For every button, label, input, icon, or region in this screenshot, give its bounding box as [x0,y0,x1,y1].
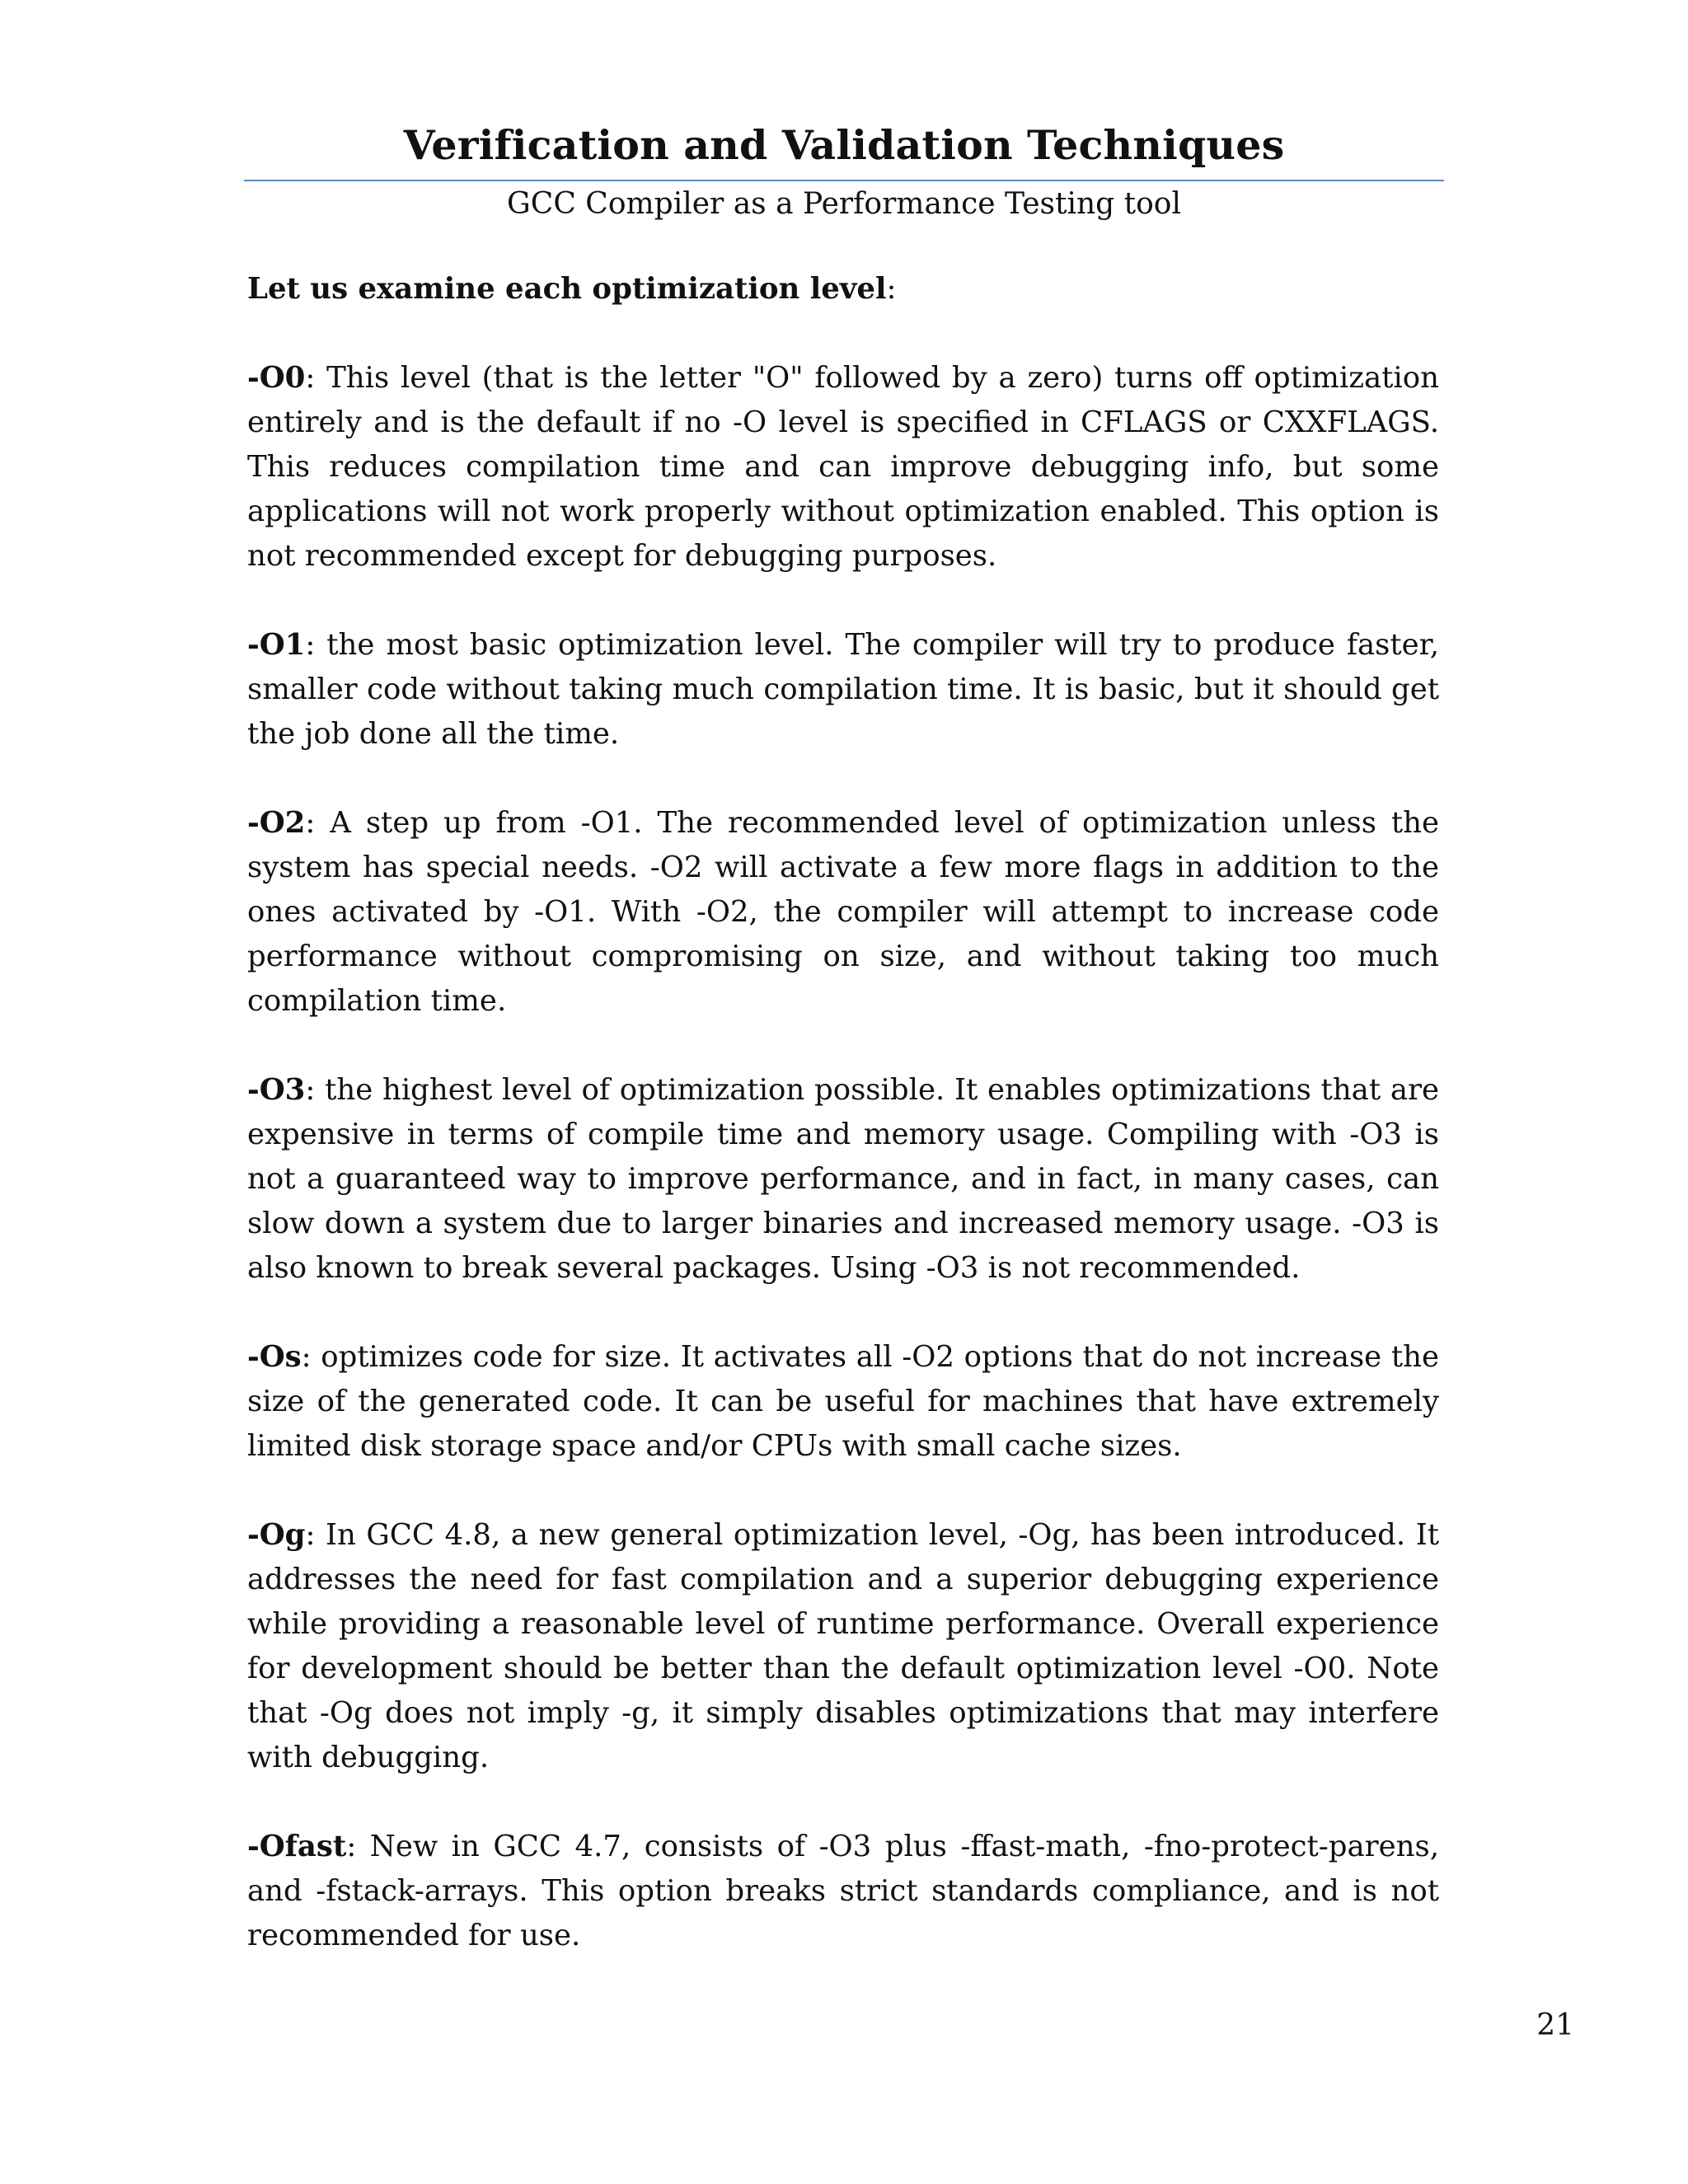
level-flag: -O2 [247,806,306,840]
page-number: 21 [1536,2008,1574,2042]
level-paragraph-o0 [247,356,1439,579]
level-description: : the most basic optimization level. The compiler will try to produce faster, smaller code without taking much compilation time. It is basic, but it should get the job done all the time. [247,628,1439,751]
intro-paragraph [247,267,1439,312]
level-flag: -O3 [247,1073,306,1107]
level-description: : A step up from -O1. The recommended level of optimization unless the system has special needs. -O2 will activate a few more flags in addition to the ones activated by -O1. With -O2, the compiler will attempt to increase code performance without compromising on size, and without taking too much compilation time. [247,806,1439,1018]
level-paragraph-ofast [247,1825,1439,1958]
level-flag: -O1 [247,628,306,662]
level-paragraph-o3 [247,1068,1439,1291]
level-flag: -Og [247,1518,306,1552]
level-paragraph-o1 [247,623,1439,757]
title-divider [244,180,1444,181]
level-description: : optimizes code for size. It activates all -O2 options that do not increase the size of the generated code. It can be useful for machines that have extremely limited disk storage space and/or CPUs with small cache sizes. [247,1340,1439,1463]
body-content [247,267,1439,2003]
level-flag: -Os [247,1340,302,1374]
level-flag: -O0 [247,361,306,395]
level-paragraph-o2 [247,801,1439,1024]
level-paragraph-og [247,1513,1439,1780]
page-subtitle: GCC Compiler as a Performance Testing tool [507,187,1181,221]
level-description: : New in GCC 4.7, consists of -O3 plus -ffast-math, -fno-protect-parens, and -fstack-arrays. This option breaks strict standards compliance, and is not recommended for use. [247,1830,1439,1952]
level-description: : In GCC 4.8, a new general optimization level, -Og, has been introduced. It addresses the need for fast compilation and a superior debugging experience while providing a reasonable level of runtime performance. Overall experience for development should be better than the default optimization level -O0. Note that -Og does not imply -g, it simply disables optimizations that may interfere with debugging. [247,1518,1439,1774]
page-title: Verification and Validation Techniques [403,121,1285,169]
level-paragraph-os [247,1335,1439,1469]
intro-tail: : [886,272,897,306]
level-description: : the highest level of optimization possible. It enables optimizations that are expensive in terms of compile time and memory usage. Compiling with -O3 is not a guaranteed way to improve performance, and in fact, in many cases, can slow down a system due to larger binaries and increased memory usage. -O3 is also known to break several packages. Using -O3 is not recommended. [247,1073,1439,1285]
level-flag: -Ofast [247,1830,347,1863]
intro-lead: Let us examine each optimization level [247,272,887,306]
level-description: : This level (that is the letter "O" followed by a zero) turns off optimization entirely and is the default if no -O level is specified in CFLAGS or CXXFLAGS. This reduces compilation time and can improve debugging info, but some applications will not work properly without optimization enabled. This option is not recommended except for debugging purposes. [247,361,1439,573]
